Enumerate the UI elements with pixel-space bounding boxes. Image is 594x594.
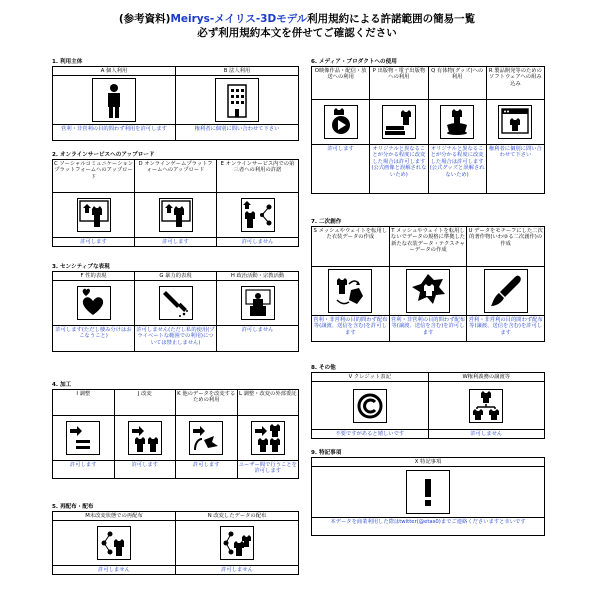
section-header: 3. センシティブな表現 [52, 264, 110, 270]
section-header: 7. 二次創作 [311, 219, 342, 225]
item-corporate-use: B 法人利用 権利者に個別に問い合わせて下さい [176, 67, 298, 140]
copyright-icon [353, 389, 387, 423]
item-sns-upload: C ソーシャルコミュニケーションプラットフォームへのアップロード 許可します [54, 160, 134, 245]
item-mesh-transfer: S メッシュやウェイトを転用した衣装データの作成 営利・非営利の目的問わず配布等(譲渡、送信を含む)を許可します [312, 227, 390, 341]
item-game-upload: D オンラインゲームプラットフォームへのアップロード 許可します [135, 160, 217, 246]
section-redistribution [52, 503, 299, 575]
item-goods: Q 有体物(グッズ)への利用 オリジナルと異なることが分かる程度に改変した場合は許可します(公式グッズと誤解されないため) [429, 67, 487, 193]
title-line-2: 必ず利用規約本文を併せてご確認ください [197, 27, 397, 39]
exclamation-icon [406, 470, 450, 514]
item-violent-expression: G 暴力的表現 許可しません(ただし私的使用(プライベートな範囲での利用)については禁止しません) [135, 272, 217, 351]
speech-podium-icon [241, 286, 275, 320]
item-derivative-creation: U データをモチーフにした二次的著作物(いわゆる二次創作)の作成 営利・非営利の目的問わず配布等(譲渡、送信を含む)を許可します [467, 227, 544, 341]
item-third-party-license: E オンラインサービス内での第三者への利用の許諾 許可しません [217, 160, 298, 246]
hearts-icon [77, 286, 111, 320]
item-transfer-rights: W権利義務の譲渡等 許可しません [429, 373, 545, 438]
distribute-modified-icon [220, 526, 254, 560]
item-special-note: X 特記事項 本データを商業利用した際はtwitter(@etas0)までご連絡くださいますと幸いです [312, 458, 544, 535]
other-data-modify-icon [189, 421, 223, 455]
mesh-transfer-icon [328, 269, 372, 313]
upload-sns-icon [77, 198, 111, 232]
new-costume-icon [406, 269, 450, 313]
item-outsource: L 調整・改変の外部委託 ユーザー間で行うことを許可します [238, 390, 299, 478]
section-processing [52, 381, 299, 479]
title-line-1: (参考資料)Meirys-メイリス-3Dモデル利用規約による許諾範囲の簡易一覧 [118, 13, 476, 25]
building-icon [215, 78, 259, 122]
item-video-broadcast: O映像作品・配信・放送への利用 許可します [312, 67, 370, 193]
item-credit: V クレジット表記 不要ですがあると嬉しいです [312, 373, 429, 438]
section-header: 2. オンラインサービスへのアップロード [52, 152, 155, 158]
section-special-notes [311, 449, 545, 536]
item-modify: J 改変 許可します [115, 390, 177, 478]
upload-game-icon [159, 198, 193, 232]
item-political-religious: H 政治活動・宗教活動 許可しません [217, 272, 298, 351]
adjust-icon [66, 421, 100, 455]
page-title [0, 12, 594, 40]
publication-icon [382, 105, 416, 139]
brand-name: Meirys-メイリス-3Dモデル [170, 13, 308, 25]
section-header: 8. その他 [311, 365, 336, 371]
share-third-party-icon [241, 198, 275, 232]
section-header: 4. 加工 [52, 382, 72, 388]
section-usage-subject [52, 58, 299, 141]
section-media-product [311, 58, 545, 194]
goods-icon [440, 105, 474, 139]
section-header: 1. 利用主体 [52, 59, 83, 65]
redistribute-icon [97, 526, 131, 560]
section-other [311, 364, 545, 439]
section-header: 6. メディア・プロダクトへの使用 [311, 59, 397, 65]
item-other-data-modify: K 他のデータを改変するための利用 許可します [176, 390, 238, 478]
item-unmodified-redistribution: M未改変状態での再配布 許可しません [53, 512, 176, 574]
item-new-costume-data: T メッシュやウェイトを転用しないでデータの規格に準拠した新たな衣装データ・テクスチャーデータの作成 営利・非営利の目的問わず配布等(譲渡、送信を含む)を許可します [390, 227, 468, 341]
video-icon [324, 105, 358, 139]
section-online-upload [52, 151, 299, 247]
transfer-rights-icon [469, 389, 503, 423]
outsource-icon [251, 421, 285, 455]
knife-icon [159, 286, 193, 320]
item-publication: P 出版物・電子出版物への利用 オリジナルと異なることが分かる程度に改変した場合は許可します(公式画像と誤解されないため) [370, 67, 428, 193]
item-sexual-expression: F 性的表現 許可します(ただし棲み分けはおこなうこと) [53, 272, 135, 351]
section-derivative-works [311, 218, 545, 342]
section-sensitive-expression [52, 263, 299, 352]
section-header: 9. 特記事項 [311, 450, 342, 456]
software-icon [498, 105, 532, 139]
item-adjust: I 調整 許可します [53, 390, 115, 478]
person-icon [92, 78, 136, 122]
modify-icon [128, 421, 162, 455]
section-header: 5. 再配布・配布 [52, 504, 94, 510]
item-software-embed: R 製品開発等のためのソフトウェアへの組み込み 権利者に個別に問い合わせて下さい [487, 67, 544, 193]
brush-icon [484, 269, 528, 313]
item-individual-use: A 個人利用 営利・非営利の目的問わず利用を許可します [53, 67, 176, 140]
item-modified-distribution: N 改変したデータの配布 許可しません [176, 512, 298, 574]
